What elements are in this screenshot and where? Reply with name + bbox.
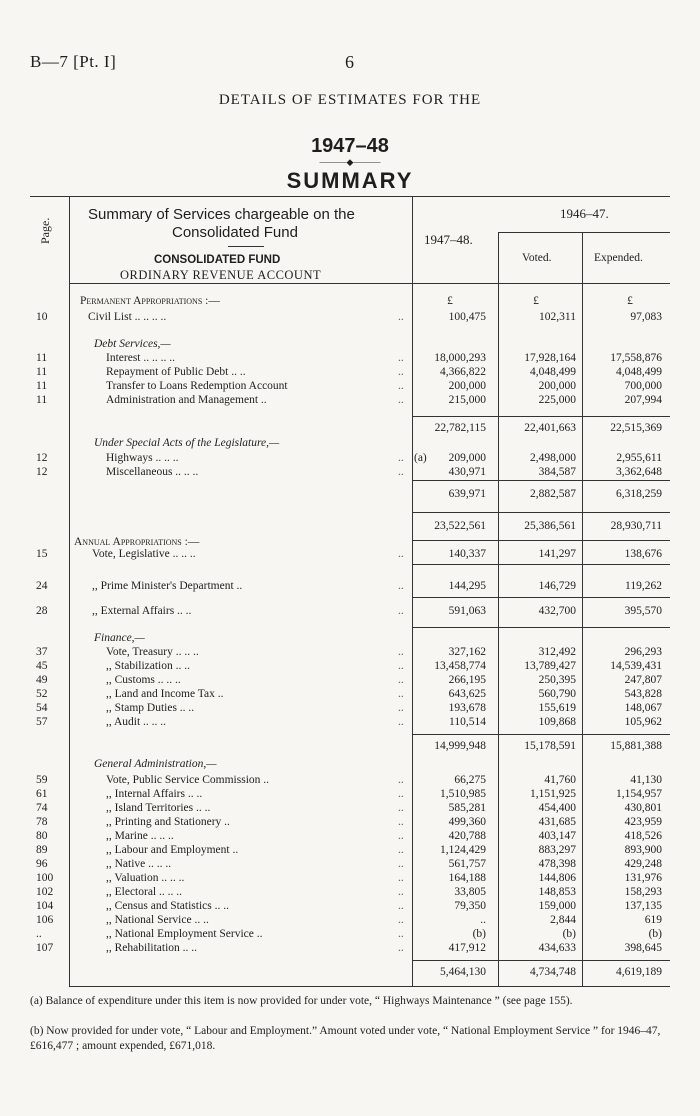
- table-description-1: Summary of Services chargeable on the: [88, 206, 355, 223]
- row-value-a: 144,295: [448, 580, 486, 592]
- row-leader-dots: ..: [398, 942, 404, 954]
- column-header-1946: 1946–47.: [560, 206, 609, 221]
- row-label: ,, Customs .. .. ..: [106, 674, 181, 686]
- row-value-b: 434,633: [538, 942, 576, 954]
- row-value-b: 17,928,164: [524, 352, 576, 364]
- row-value-c: 543,828: [624, 688, 662, 700]
- section-special: Under Special Acts of the Legislature,—: [94, 437, 280, 449]
- row-page-ref: 102: [36, 886, 54, 898]
- row-value-c: 430,801: [624, 802, 662, 814]
- row-page-ref: ..: [36, 928, 42, 940]
- row-label: Repayment of Public Debt .. ..: [106, 366, 246, 378]
- row-value-b: 478,398: [538, 858, 576, 870]
- row-leader-dots: ..: [398, 774, 404, 786]
- row-label: Transfer to Loans Redemption Account: [106, 380, 288, 392]
- year-subheader-rule: [498, 232, 670, 233]
- row-value-a: 140,337: [448, 548, 486, 560]
- row-leader-dots: ..: [398, 816, 404, 828]
- row-label: Civil List .. .. .. ..: [88, 311, 167, 323]
- row-value-b: 403,147: [538, 830, 576, 842]
- row-value-c: 296,293: [624, 646, 662, 658]
- row-leader-dots: ..: [398, 900, 404, 912]
- row-value-a: 200,000: [448, 380, 486, 392]
- subtotal-rule: [412, 597, 670, 598]
- row-value-a: 585,281: [448, 802, 486, 814]
- row-value-b: 144,806: [538, 872, 576, 884]
- row-value-b: 4,734,748: [530, 966, 576, 978]
- subtotal-rule: [412, 512, 670, 513]
- row-page-ref: 11: [36, 366, 48, 378]
- account-heading: ORDINARY REVENUE ACCOUNT: [120, 268, 322, 282]
- row-label: Vote, Legislative .. .. ..: [92, 548, 196, 560]
- row-value-c: 429,248: [624, 858, 662, 870]
- row-value-b: 454,400: [538, 802, 576, 814]
- row-value-b: 883,297: [538, 844, 576, 856]
- row-leader-dots: ..: [398, 605, 404, 617]
- row-value-a: 4,366,822: [440, 366, 486, 378]
- row-leader-dots: ..: [398, 914, 404, 926]
- row-value-b: 1,151,925: [530, 788, 576, 800]
- row-page-ref: 49: [36, 674, 48, 686]
- row-leader-dots: ..: [398, 674, 404, 686]
- row-value-b: 15,178,591: [524, 740, 576, 752]
- row-leader-dots: ..: [398, 928, 404, 940]
- row-value-a: 561,757: [448, 858, 486, 870]
- row-leader-dots: ..: [398, 311, 404, 323]
- row-page-ref: 11: [36, 380, 48, 392]
- row-label: Vote, Public Service Commission ..: [106, 774, 270, 786]
- row-value-b: 312,492: [538, 646, 576, 658]
- table-bottom-rule: [69, 986, 670, 987]
- row-page-ref: 28: [36, 605, 48, 617]
- row-leader-dots: ..: [398, 380, 404, 392]
- row-leader-dots: ..: [398, 548, 404, 560]
- row-value-c: 893,900: [624, 844, 662, 856]
- column-divider-2: [582, 232, 583, 986]
- row-value-c: 15,881,388: [610, 740, 662, 752]
- row-leader-dots: ..: [398, 788, 404, 800]
- row-value-c: 41,130: [630, 774, 662, 786]
- currency-symbol: £: [533, 295, 539, 307]
- row-page-ref: 100: [36, 872, 54, 884]
- row-value-c: 247,807: [624, 674, 662, 686]
- row-value-a: (b): [472, 928, 486, 940]
- row-value-c: 119,262: [625, 580, 662, 592]
- row-page-ref: 61: [36, 788, 48, 800]
- row-label: ,, Island Territories .. ..: [106, 802, 211, 814]
- row-label: Interest .. .. .. ..: [106, 352, 175, 364]
- row-page-ref: 37: [36, 646, 48, 658]
- row-value-a: 266,195: [448, 674, 486, 686]
- row-value-a: 591,063: [448, 605, 486, 617]
- row-label: ,, Prime Minister's Department ..: [92, 580, 243, 592]
- row-leader-dots: ..: [398, 872, 404, 884]
- row-page-ref: 12: [36, 466, 48, 478]
- row-leader-dots: ..: [398, 352, 404, 364]
- row-leader-dots: ..: [398, 830, 404, 842]
- row-value-b: 4,048,499: [530, 366, 576, 378]
- row-value-c: 207,994: [624, 394, 662, 406]
- column-header-expended: Expended.: [594, 252, 643, 264]
- row-label: ,, External Affairs .. ..: [92, 605, 192, 617]
- row-value-a: 100,475: [448, 311, 486, 323]
- row-value-b: 560,790: [538, 688, 576, 700]
- row-value-c: 4,048,499: [616, 366, 662, 378]
- section-permanent: Permanent Appropriations :—: [80, 295, 220, 307]
- row-label: Miscellaneous .. .. ..: [106, 466, 199, 478]
- row-label: ,, Land and Income Tax ..: [106, 688, 224, 700]
- section-general: General Administration,—: [94, 758, 217, 770]
- subtotal-rule: [412, 540, 670, 541]
- row-value-a: 209,000: [448, 452, 486, 464]
- row-value-a: 1,510,985: [440, 788, 486, 800]
- row-value-c: 6,318,259: [616, 488, 662, 500]
- page-column-header: [36, 206, 56, 246]
- row-value-c: 97,083: [630, 311, 662, 323]
- row-label: Highways .. .. ..: [106, 452, 179, 464]
- small-divider: [228, 246, 264, 247]
- page-column-label: Page.: [38, 217, 52, 244]
- row-leader-dots: ..: [398, 580, 404, 592]
- row-leader-dots: ..: [398, 394, 404, 406]
- row-label: ,, Native .. .. ..: [106, 858, 172, 870]
- row-value-a: 420,788: [448, 830, 486, 842]
- table-top-rule: [30, 196, 670, 197]
- row-label: ,, Stamp Duties .. ..: [106, 702, 195, 714]
- row-page-ref: 15: [36, 548, 48, 560]
- row-value-c: 22,515,369: [610, 422, 662, 434]
- row-page-ref: 107: [36, 942, 54, 954]
- row-value-c: 28,930,711: [610, 520, 662, 532]
- row-value-b: 200,000: [538, 380, 576, 392]
- row-value-b: (b): [562, 928, 576, 940]
- subtotal-rule: [412, 416, 670, 417]
- row-leader-dots: ..: [398, 466, 404, 478]
- row-value-c: 17,558,876: [610, 352, 662, 364]
- row-label: ,, Valuation .. .. ..: [106, 872, 185, 884]
- row-leader-dots: ..: [398, 646, 404, 658]
- row-value-c: 14,539,431: [610, 660, 662, 672]
- row-page-ref: 57: [36, 716, 48, 728]
- row-page-ref: 54: [36, 702, 48, 714]
- row-value-b: 431,685: [538, 816, 576, 828]
- row-value-c: 700,000: [624, 380, 662, 392]
- row-label: ,, Census and Statistics .. ..: [106, 900, 229, 912]
- row-value-c: 423,959: [624, 816, 662, 828]
- row-value-b: 148,853: [538, 886, 576, 898]
- row-value-c: 148,067: [624, 702, 662, 714]
- row-value-c: (b): [648, 928, 662, 940]
- row-value-b: 432,700: [538, 605, 576, 617]
- row-value-b: 225,000: [538, 394, 576, 406]
- row-value-c: 3,362,648: [616, 466, 662, 478]
- row-note-marker: (a): [414, 452, 427, 464]
- row-page-ref: 106: [36, 914, 54, 926]
- row-value-a: 1,124,429: [440, 844, 486, 856]
- row-leader-dots: ..: [398, 688, 404, 700]
- row-label: ,, Printing and Stationery ..: [106, 816, 230, 828]
- row-page-ref: 12: [36, 452, 48, 464]
- row-value-c: 395,570: [624, 605, 662, 617]
- row-leader-dots: ..: [398, 858, 404, 870]
- row-value-a: 22,782,115: [434, 422, 486, 434]
- row-page-ref: 11: [36, 352, 48, 364]
- row-value-c: 158,293: [624, 886, 662, 898]
- row-value-a: 18,000,293: [434, 352, 486, 364]
- row-value-b: 109,868: [538, 716, 576, 728]
- currency-symbol: £: [627, 295, 633, 307]
- summary-heading: SUMMARY: [286, 168, 414, 193]
- ornament-divider: ———◆———: [319, 157, 381, 167]
- description-divider: [412, 196, 413, 986]
- row-label: Vote, Treasury .. .. ..: [106, 646, 199, 658]
- row-value-c: 398,645: [624, 942, 662, 954]
- footnote-a: (a) Balance of expenditure under this item is now provided for under vote, “ Highways Maintenance ” (see page 155).: [30, 995, 573, 1007]
- row-value-c: 1,154,957: [616, 788, 662, 800]
- row-value-a: 110,514: [449, 716, 486, 728]
- row-leader-dots: ..: [398, 702, 404, 714]
- row-value-b: 155,619: [538, 702, 576, 714]
- row-value-a: 327,162: [448, 646, 486, 658]
- fund-heading: CONSOLIDATED FUND: [154, 254, 281, 266]
- row-value-b: 41,760: [544, 774, 576, 786]
- row-page-ref: 96: [36, 858, 48, 870]
- row-value-a: 193,678: [448, 702, 486, 714]
- row-page-ref: 10: [36, 311, 48, 323]
- row-page-ref: 78: [36, 816, 48, 828]
- row-value-b: 22,401,663: [524, 422, 576, 434]
- row-value-a: 430,971: [448, 466, 486, 478]
- row-page-ref: 52: [36, 688, 48, 700]
- row-page-ref: 59: [36, 774, 48, 786]
- footnote-b: (b) Now provided for under vote, “ Labour and Employment.” Amount voted under vote, “ National Employment Service ” for 1946–47, £616,477 ; amount expended, £671,018.: [30, 1025, 661, 1052]
- row-label: ,, Electoral .. .. ..: [106, 886, 183, 898]
- row-page-ref: 74: [36, 802, 48, 814]
- row-value-b: 250,395: [538, 674, 576, 686]
- row-value-a: 14,999,948: [434, 740, 486, 752]
- row-value-a: 5,464,130: [440, 966, 486, 978]
- row-value-a: 639,971: [448, 488, 486, 500]
- row-value-b: 146,729: [538, 580, 576, 592]
- row-leader-dots: ..: [398, 802, 404, 814]
- row-value-a: 13,458,774: [434, 660, 486, 672]
- row-value-b: 25,386,561: [524, 520, 576, 532]
- row-value-b: 384,587: [538, 466, 576, 478]
- section-annual: Annual Appropriations :—: [74, 536, 200, 548]
- row-leader-dots: ..: [398, 844, 404, 856]
- row-page-ref: 104: [36, 900, 54, 912]
- row-leader-dots: ..: [398, 452, 404, 464]
- document-title: DETAILS OF ESTIMATES FOR THE: [218, 92, 482, 108]
- section-debt: Debt Services,—: [94, 338, 171, 350]
- row-value-a: 499,360: [448, 816, 486, 828]
- currency-symbol: £: [447, 295, 453, 307]
- row-label: ,, National Service .. ..: [106, 914, 209, 926]
- row-value-c: 138,676: [624, 548, 662, 560]
- table-description-2: Consolidated Fund: [172, 224, 298, 241]
- row-value-b: 141,297: [538, 548, 576, 560]
- row-value-c: 2,955,611: [616, 452, 662, 464]
- subtotal-rule: [412, 627, 670, 628]
- row-value-a: 164,188: [448, 872, 486, 884]
- row-leader-dots: ..: [398, 660, 404, 672]
- row-leader-dots: ..: [398, 716, 404, 728]
- subtotal-rule: [412, 960, 670, 961]
- row-page-ref: 11: [36, 394, 48, 406]
- row-value-a: 417,912: [448, 942, 486, 954]
- row-label: ,, National Employment Service ..: [106, 928, 263, 940]
- row-label: ,, Internal Affairs .. ..: [106, 788, 203, 800]
- row-value-c: 619: [644, 914, 662, 926]
- fiscal-year: 1947–48: [311, 135, 389, 157]
- row-label: Administration and Management ..: [106, 394, 267, 406]
- row-value-c: 4,619,189: [616, 966, 662, 978]
- row-value-b: 2,882,587: [530, 488, 576, 500]
- row-page-ref: 89: [36, 844, 48, 856]
- row-value-b: 2,844: [550, 914, 576, 926]
- row-value-a: 643,625: [448, 688, 486, 700]
- row-label: ,, Rehabilitation .. ..: [106, 942, 198, 954]
- row-page-ref: 45: [36, 660, 48, 672]
- header-bottom-rule: [69, 283, 670, 284]
- row-value-a: 66,275: [454, 774, 486, 786]
- subtotal-rule: [412, 564, 670, 565]
- row-value-a: 23,522,561: [434, 520, 486, 532]
- row-value-c: 131,976: [624, 872, 662, 884]
- row-value-a: 33,805: [454, 886, 486, 898]
- row-page-ref: 24: [36, 580, 48, 592]
- row-page-ref: 80: [36, 830, 48, 842]
- row-value-c: 137,135: [624, 900, 662, 912]
- page-number: 6: [345, 52, 354, 72]
- subtotal-rule: [412, 480, 670, 481]
- row-label: ,, Marine .. .. ..: [106, 830, 174, 842]
- row-value-a: ..: [480, 914, 486, 926]
- column-header-1947: 1947–48.: [424, 232, 473, 247]
- section-finance: Finance,—: [94, 632, 145, 644]
- subtotal-rule: [412, 734, 670, 735]
- column-header-voted: Voted.: [522, 252, 552, 264]
- row-value-b: 2,498,000: [530, 452, 576, 464]
- row-label: ,, Stabilization .. ..: [106, 660, 191, 672]
- row-value-c: 105,962: [624, 716, 662, 728]
- row-value-b: 159,000: [538, 900, 576, 912]
- row-leader-dots: ..: [398, 366, 404, 378]
- row-value-b: 13,789,427: [524, 660, 576, 672]
- row-value-a: 215,000: [448, 394, 486, 406]
- column-divider-1: [498, 232, 499, 986]
- row-label: ,, Labour and Employment ..: [106, 844, 239, 856]
- row-value-b: 102,311: [539, 311, 576, 323]
- document-reference: B—7 [Pt. I]: [30, 52, 117, 71]
- row-value-a: 79,350: [454, 900, 486, 912]
- row-value-c: 418,526: [624, 830, 662, 842]
- row-label: ,, Audit .. .. ..: [106, 716, 167, 728]
- row-leader-dots: ..: [398, 886, 404, 898]
